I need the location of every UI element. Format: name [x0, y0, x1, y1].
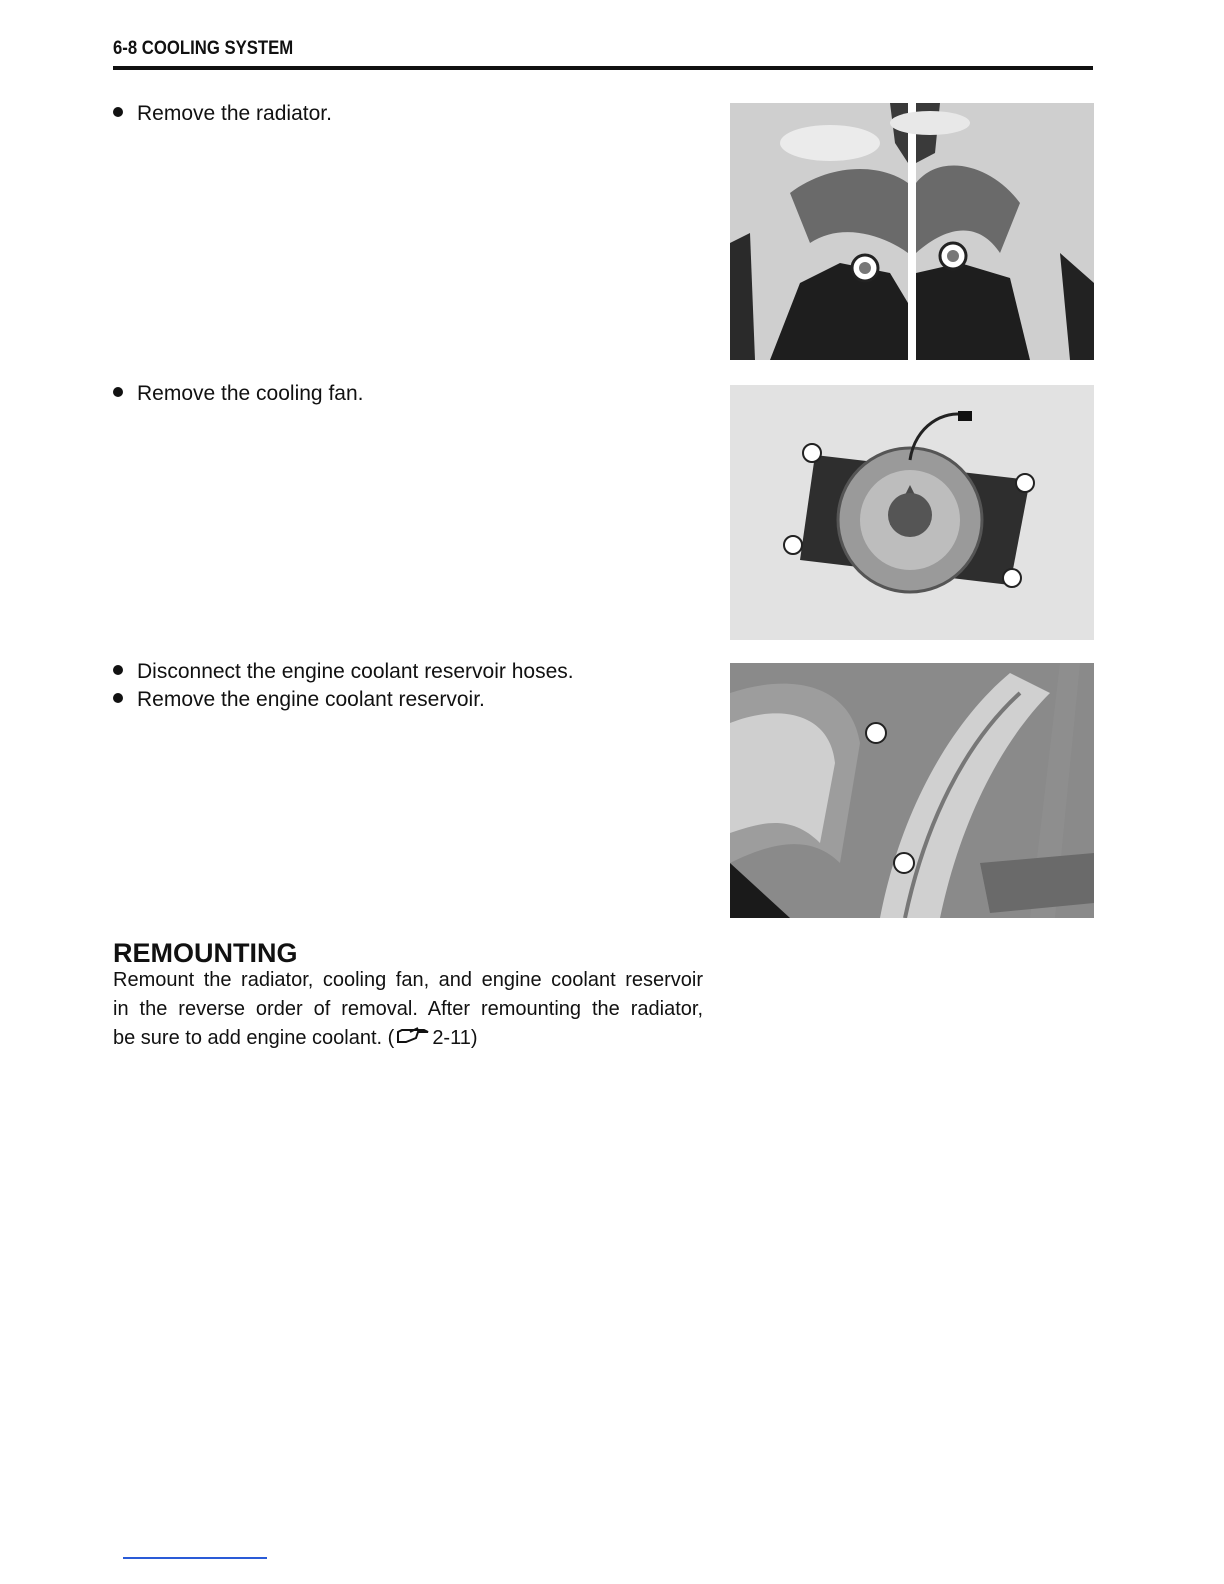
step-disconnect-hoses	[113, 658, 574, 686]
pointing-hand-reference-icon	[396, 1024, 430, 1053]
step-text: Remove the cooling fan.	[137, 382, 364, 405]
remounting-line-3-text: be sure to add engine coolant. (	[113, 1027, 395, 1049]
step-text: Remove the engine coolant reservoir.	[137, 688, 485, 711]
bullet-icon	[113, 107, 123, 117]
remounting-line-3	[113, 1024, 703, 1053]
footer-divider	[123, 1557, 267, 1559]
bullet-icon	[113, 665, 123, 675]
page-header	[113, 38, 1093, 70]
bullet-icon	[113, 387, 123, 397]
coolant-reservoir-photo	[730, 663, 1094, 918]
step-remove-radiator	[113, 100, 332, 128]
remounting-line-1: Remount the radiator, cooling fan, and engine coolant reservoir	[113, 969, 703, 991]
step-text: Remove the radiator.	[137, 102, 332, 125]
radiator-mounting-photo	[730, 103, 1094, 360]
cooling-fan-photo	[730, 385, 1094, 640]
remounting-reference: 2-11)	[432, 1027, 478, 1049]
step-remove-reservoir	[113, 686, 485, 714]
page-header-title: 6-8 COOLING SYSTEM	[113, 38, 294, 59]
step-remove-cooling-fan	[113, 380, 363, 408]
step-text: Disconnect the engine coolant reservoir hoses.	[137, 660, 574, 683]
bullet-icon	[113, 693, 123, 703]
remounting-heading: REMOUNTING	[113, 938, 298, 968]
remounting-line-2: in the reverse order of removal. After remounting the radiator,	[113, 998, 703, 1020]
remounting-paragraph	[113, 966, 703, 1053]
